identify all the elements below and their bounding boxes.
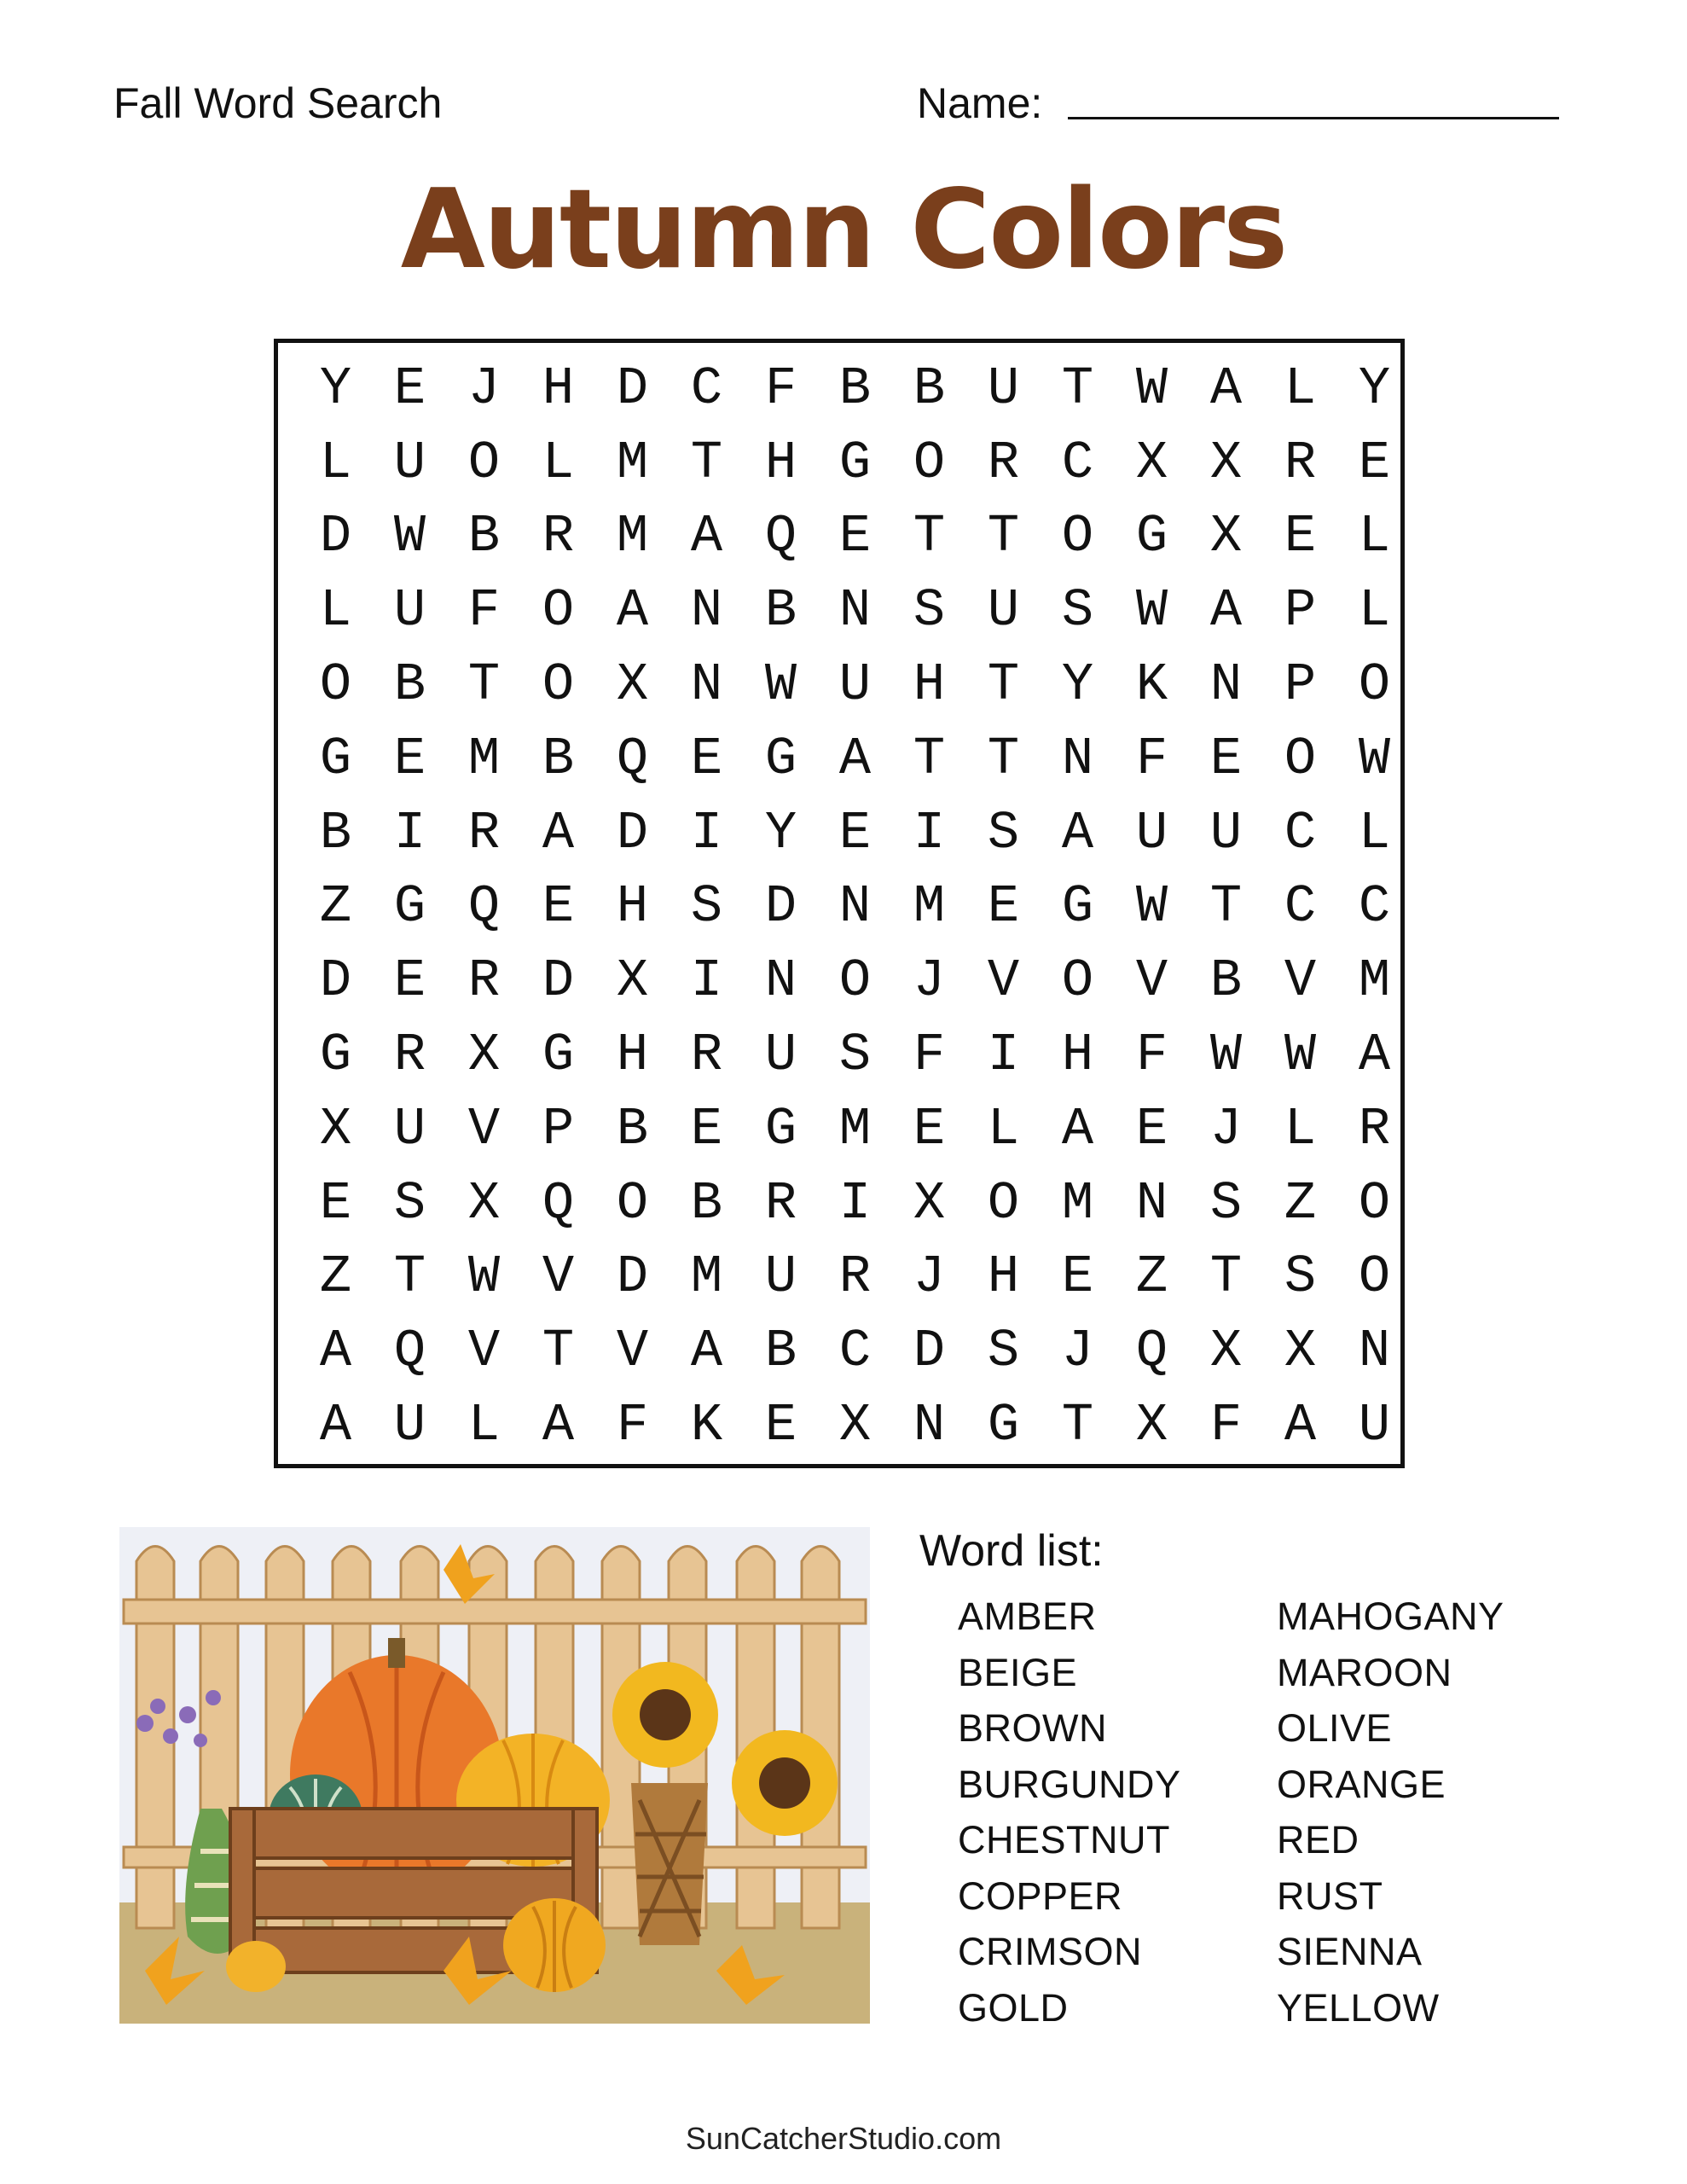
grid-letter[interactable]: C	[1284, 802, 1317, 863]
grid-letter[interactable]: G	[393, 876, 426, 938]
grid-letter[interactable]: E	[690, 1098, 723, 1159]
grid-letter[interactable]: G	[764, 1098, 797, 1159]
word-list-item: COPPER	[958, 1873, 1123, 1918]
worksheet-subtitle: Fall Word Search	[113, 79, 443, 127]
grid-letter[interactable]: A	[542, 1395, 575, 1456]
grid-letter[interactable]: X	[838, 1395, 872, 1456]
grid-letter[interactable]: F	[1135, 1025, 1168, 1086]
grid-letter[interactable]: A	[616, 580, 649, 642]
footer-credit: SunCatcherStudio.com	[685, 2121, 1002, 2156]
grid-letter[interactable]: M	[1061, 1172, 1094, 1234]
word-list-item: RED	[1277, 1818, 1359, 1862]
grid-letter[interactable]: J	[1061, 1321, 1094, 1382]
grid-letter[interactable]: V	[542, 1246, 575, 1308]
grid-letter[interactable]: C	[1284, 876, 1317, 938]
grid-letter[interactable]: Q	[393, 1321, 426, 1382]
grid-letter[interactable]: S	[1061, 580, 1094, 642]
grid-letter[interactable]: T	[987, 728, 1020, 789]
grid-letter[interactable]: A	[542, 802, 575, 863]
grid-letter[interactable]: L	[987, 1098, 1020, 1159]
grid-letter[interactable]: G	[319, 1025, 352, 1086]
grid-letter[interactable]: W	[1135, 580, 1168, 642]
grid-letter[interactable]: L	[1358, 580, 1391, 642]
grid-letter[interactable]: A	[1358, 1025, 1391, 1086]
grid-letter[interactable]: D	[616, 1246, 649, 1308]
grid-letter[interactable]: Y	[764, 802, 797, 863]
word-list-item: ORANGE	[1277, 1762, 1446, 1806]
grid-letter[interactable]: T	[1061, 357, 1094, 419]
grid-letter[interactable]: A	[690, 506, 723, 567]
grid-letter[interactable]: R	[764, 1172, 797, 1234]
grid-letter[interactable]: A	[319, 1395, 352, 1456]
grid-letter[interactable]: O	[987, 1172, 1020, 1234]
grid-letter[interactable]: S	[987, 802, 1020, 863]
grid-letter[interactable]: M	[616, 432, 649, 493]
grid-letter[interactable]: E	[393, 357, 426, 419]
grid-letter[interactable]: A	[1061, 802, 1094, 863]
word-list-title: Word list:	[919, 1526, 1104, 1576]
grid-letter[interactable]: G	[838, 432, 872, 493]
grid-letter[interactable]: I	[838, 1172, 872, 1234]
grid-letter[interactable]: E	[764, 1395, 797, 1456]
grid-letter[interactable]: T	[913, 506, 946, 567]
grid-letter[interactable]: A	[1284, 1395, 1317, 1456]
name-field-line[interactable]	[1068, 117, 1559, 119]
grid-letter[interactable]: J	[467, 357, 501, 419]
grid-letter[interactable]: D	[319, 506, 352, 567]
grid-letter[interactable]: X	[1284, 1321, 1317, 1382]
grid-letter[interactable]: X	[1209, 506, 1243, 567]
grid-letter[interactable]: U	[764, 1025, 797, 1086]
word-list-item: MAHOGANY	[1277, 1594, 1504, 1638]
grid-letter[interactable]: E	[690, 728, 723, 789]
grid-letter[interactable]: O	[542, 580, 575, 642]
grid-letter[interactable]: W	[1135, 876, 1168, 938]
grid-letter[interactable]: G	[764, 728, 797, 789]
grid-letter[interactable]: R	[1358, 1098, 1391, 1159]
grid-letter[interactable]: X	[616, 654, 649, 716]
grid-letter[interactable]: B	[319, 802, 352, 863]
grid-letter[interactable]: T	[913, 728, 946, 789]
grid-letter[interactable]: B	[542, 728, 575, 789]
grid-letter[interactable]: C	[690, 357, 723, 419]
grid-letter[interactable]: U	[393, 1098, 426, 1159]
grid-letter[interactable]: R	[838, 1246, 872, 1308]
grid-letter[interactable]: Z	[1284, 1172, 1317, 1234]
grid-letter[interactable]: U	[1209, 802, 1243, 863]
grid-letter[interactable]: X	[319, 1098, 352, 1159]
grid-letter[interactable]: T	[987, 506, 1020, 567]
grid-letter[interactable]: B	[690, 1172, 723, 1234]
grid-letter[interactable]: L	[319, 432, 352, 493]
grid-letter[interactable]: X	[1135, 432, 1168, 493]
grid-letter[interactable]: X	[913, 1172, 946, 1234]
grid-letter[interactable]: N	[913, 1395, 946, 1456]
grid-letter[interactable]: Q	[616, 728, 649, 789]
grid-letter[interactable]: U	[393, 432, 426, 493]
grid-letter[interactable]: G	[319, 728, 352, 789]
grid-letter[interactable]: A	[838, 728, 872, 789]
grid-letter[interactable]: U	[393, 580, 426, 642]
grid-letter[interactable]: L	[1284, 357, 1317, 419]
grid-letter[interactable]: D	[616, 802, 649, 863]
grid-letter[interactable]: E	[319, 1172, 352, 1234]
grid-letter[interactable]: B	[913, 357, 946, 419]
grid-letter[interactable]: S	[1209, 1172, 1243, 1234]
grid-letter[interactable]: V	[1284, 950, 1317, 1012]
grid-letter[interactable]: X	[1209, 432, 1243, 493]
grid-letter[interactable]: Z	[319, 876, 352, 938]
grid-letter[interactable]: R	[467, 950, 501, 1012]
grid-letter[interactable]: T	[1209, 876, 1243, 938]
grid-letter[interactable]: Z	[319, 1246, 352, 1308]
grid-letter[interactable]: Q	[764, 506, 797, 567]
grid-letter[interactable]: W	[1209, 1025, 1243, 1086]
grid-letter[interactable]: O	[616, 1172, 649, 1234]
grid-letter[interactable]: Q	[1135, 1321, 1168, 1382]
grid-letter[interactable]: K	[690, 1395, 723, 1456]
grid-letter[interactable]: E	[1061, 1246, 1094, 1308]
page-title: Autumn Colors	[400, 166, 1287, 293]
grid-letter[interactable]: E	[393, 728, 426, 789]
grid-letter[interactable]: V	[467, 1321, 501, 1382]
grid-letter[interactable]: U	[393, 1395, 426, 1456]
word-list-item: CHESTNUT	[958, 1818, 1170, 1862]
grid-letter[interactable]: T	[987, 654, 1020, 716]
grid-letter[interactable]: V	[616, 1321, 649, 1382]
grid-letter[interactable]: O	[319, 654, 352, 716]
grid-letter[interactable]: F	[616, 1395, 649, 1456]
grid-letter[interactable]: G	[1135, 506, 1168, 567]
word-list-item: OLIVE	[1277, 1706, 1393, 1750]
grid-letter[interactable]: C	[1358, 876, 1391, 938]
grid-letter[interactable]: O	[1061, 506, 1094, 567]
grid-letter[interactable]: P	[1284, 654, 1317, 716]
word-list-column-1	[958, 1589, 1181, 2036]
grid-letter[interactable]: N	[1358, 1321, 1391, 1382]
grid-letter[interactable]: N	[690, 654, 723, 716]
word-list-item: MAROON	[1277, 1650, 1452, 1694]
grid-letter[interactable]: R	[393, 1025, 426, 1086]
word-list-item: CRIMSON	[958, 1930, 1142, 1973]
grid-letter[interactable]: E	[838, 802, 872, 863]
grid-letter[interactable]: N	[690, 580, 723, 642]
grid-letter[interactable]: S	[987, 1321, 1020, 1382]
grid-letter[interactable]: I	[690, 802, 723, 863]
grid-letter[interactable]: X	[467, 1172, 501, 1234]
name-label: Name:	[917, 79, 1043, 127]
grid-letter[interactable]: O	[1284, 728, 1317, 789]
grid-letter[interactable]: T	[1061, 1395, 1094, 1456]
word-list-item: YELLOW	[1277, 1985, 1440, 2030]
grid-letter[interactable]: F	[913, 1025, 946, 1086]
grid-letter[interactable]: X	[467, 1025, 501, 1086]
grid-letter[interactable]: W	[1135, 357, 1168, 419]
grid-letter[interactable]: L	[319, 580, 352, 642]
grid-letter[interactable]: Y	[1061, 654, 1094, 716]
grid-letter[interactable]: H	[1061, 1025, 1094, 1086]
grid-letter[interactable]: D	[616, 357, 649, 419]
grid-letter[interactable]: J	[913, 1246, 946, 1308]
grid-letter[interactable]: O	[467, 432, 501, 493]
word-list-item: RUST	[1277, 1873, 1383, 1918]
grid-letter[interactable]: N	[1209, 654, 1243, 716]
grid-letter[interactable]: G	[542, 1025, 575, 1086]
grid-letter[interactable]: O	[1358, 654, 1391, 716]
grid-letter[interactable]: S	[393, 1172, 426, 1234]
grid-letter[interactable]: H	[542, 357, 575, 419]
puzzle-grid	[299, 351, 1412, 1462]
grid-letter[interactable]: S	[913, 580, 946, 642]
grid-letter[interactable]: D	[913, 1321, 946, 1382]
grid-letter[interactable]: T	[1209, 1246, 1243, 1308]
grid-letter[interactable]: O	[1358, 1172, 1391, 1234]
word-list-item: BURGUNDY	[958, 1762, 1181, 1806]
word-list-item: GOLD	[958, 1985, 1069, 2030]
grid-letter[interactable]: T	[393, 1246, 426, 1308]
grid-letter[interactable]: P	[1284, 580, 1317, 642]
grid-letter[interactable]: Z	[1135, 1246, 1168, 1308]
grid-letter[interactable]: B	[393, 654, 426, 716]
grid-letter[interactable]: R	[542, 506, 575, 567]
grid-letter[interactable]: V	[467, 1098, 501, 1159]
grid-letter[interactable]: N	[764, 950, 797, 1012]
grid-letter[interactable]: J	[913, 950, 946, 1012]
grid-letter[interactable]: W	[764, 654, 797, 716]
grid-letter[interactable]: M	[690, 1246, 723, 1308]
grid-letter[interactable]: T	[467, 654, 501, 716]
grid-letter[interactable]: U	[1358, 1395, 1391, 1456]
grid-letter[interactable]: M	[913, 876, 946, 938]
grid-letter[interactable]: F	[467, 580, 501, 642]
grid-letter[interactable]: W	[1284, 1025, 1317, 1086]
grid-letter[interactable]: E	[1284, 506, 1317, 567]
grid-letter[interactable]: A	[1061, 1098, 1094, 1159]
grid-letter[interactable]: V	[987, 950, 1020, 1012]
grid-letter[interactable]: R	[690, 1025, 723, 1086]
grid-letter[interactable]: G	[1061, 876, 1094, 938]
grid-letter[interactable]: H	[913, 654, 946, 716]
grid-letter[interactable]: A	[690, 1321, 723, 1382]
grid-letter[interactable]: Q	[467, 876, 501, 938]
word-list-item: SIENNA	[1277, 1930, 1423, 1973]
grid-letter[interactable]: F	[1135, 728, 1168, 789]
grid-letter[interactable]: E	[1135, 1098, 1168, 1159]
grid-letter[interactable]: U	[1135, 802, 1168, 863]
grid-letter[interactable]: K	[1135, 654, 1168, 716]
grid-letter[interactable]: Q	[542, 1172, 575, 1234]
grid-letter[interactable]: I	[393, 802, 426, 863]
grid-letter[interactable]: W	[393, 506, 426, 567]
grid-letter[interactable]: O	[1358, 1246, 1391, 1308]
grid-letter[interactable]: R	[467, 802, 501, 863]
grid-letter[interactable]: E	[987, 876, 1020, 938]
grid-letter[interactable]: N	[838, 876, 872, 938]
grid-letter[interactable]: Y	[1358, 357, 1391, 419]
grid-letter[interactable]: B	[764, 1321, 797, 1382]
word-list-column-2	[1277, 1589, 1504, 2036]
grid-letter[interactable]: L	[542, 432, 575, 493]
grid-letter[interactable]: O	[542, 654, 575, 716]
grid-letter[interactable]: B	[467, 506, 501, 567]
grid-letter[interactable]: W	[467, 1246, 501, 1308]
grid-letter[interactable]: X	[616, 950, 649, 1012]
grid-letter[interactable]: H	[616, 1025, 649, 1086]
grid-letter[interactable]: L	[1358, 506, 1391, 567]
grid-letter[interactable]: V	[1135, 950, 1168, 1012]
grid-letter[interactable]: C	[838, 1321, 872, 1382]
grid-letter[interactable]: M	[838, 1098, 872, 1159]
grid-letter[interactable]: U	[987, 357, 1020, 419]
grid-letter[interactable]: S	[838, 1025, 872, 1086]
grid-letter[interactable]: T	[690, 432, 723, 493]
grid-letter[interactable]: O	[1061, 950, 1094, 1012]
grid-letter[interactable]: A	[1209, 580, 1243, 642]
grid-letter[interactable]: X	[1135, 1395, 1168, 1456]
grid-letter[interactable]: X	[1209, 1321, 1243, 1382]
grid-letter[interactable]: O	[913, 432, 946, 493]
grid-letter[interactable]: S	[1284, 1246, 1317, 1308]
grid-letter[interactable]: S	[690, 876, 723, 938]
grid-letter[interactable]: M	[616, 506, 649, 567]
grid-letter[interactable]: E	[542, 876, 575, 938]
grid-letter[interactable]: L	[467, 1395, 501, 1456]
grid-letter[interactable]: A	[1209, 357, 1243, 419]
grid-letter[interactable]: E	[913, 1098, 946, 1159]
grid-letter[interactable]: M	[1358, 950, 1391, 1012]
grid-letter[interactable]: Y	[319, 357, 352, 419]
word-list-item: BROWN	[958, 1706, 1107, 1750]
grid-letter[interactable]: P	[542, 1098, 575, 1159]
autumn-harvest-illustration	[119, 1527, 870, 2024]
grid-letter[interactable]: N	[1135, 1172, 1168, 1234]
grid-letter[interactable]: R	[1284, 432, 1317, 493]
grid-letter[interactable]: I	[690, 950, 723, 1012]
grid-letter[interactable]: R	[987, 432, 1020, 493]
grid-letter[interactable]: B	[616, 1098, 649, 1159]
grid-letter[interactable]: D	[542, 950, 575, 1012]
grid-letter[interactable]: O	[838, 950, 872, 1012]
grid-letter[interactable]: D	[319, 950, 352, 1012]
grid-letter[interactable]: I	[987, 1025, 1020, 1086]
grid-letter[interactable]: C	[1061, 432, 1094, 493]
grid-letter[interactable]: H	[616, 876, 649, 938]
grid-letter[interactable]: F	[1209, 1395, 1243, 1456]
grid-letter[interactable]: T	[542, 1321, 575, 1382]
grid-letter[interactable]: E	[393, 950, 426, 1012]
grid-letter[interactable]: B	[838, 357, 872, 419]
grid-letter[interactable]: B	[1209, 950, 1243, 1012]
grid-letter[interactable]: U	[838, 654, 872, 716]
grid-letter[interactable]: E	[1209, 728, 1243, 789]
word-list-item: BEIGE	[958, 1650, 1078, 1694]
grid-letter[interactable]: E	[1358, 432, 1391, 493]
grid-letter[interactable]: N	[838, 580, 872, 642]
grid-letter[interactable]: H	[764, 432, 797, 493]
grid-letter[interactable]: L	[1358, 802, 1391, 863]
grid-letter[interactable]: L	[1284, 1098, 1317, 1159]
grid-letter[interactable]: D	[764, 876, 797, 938]
grid-letter[interactable]: F	[764, 357, 797, 419]
grid-letter[interactable]: U	[987, 580, 1020, 642]
grid-letter[interactable]: G	[987, 1395, 1020, 1456]
grid-letter[interactable]: H	[987, 1246, 1020, 1308]
grid-letter[interactable]: W	[1358, 728, 1391, 789]
grid-letter[interactable]: J	[1209, 1098, 1243, 1159]
grid-letter[interactable]: B	[764, 580, 797, 642]
grid-letter[interactable]: M	[467, 728, 501, 789]
grid-letter[interactable]: U	[764, 1246, 797, 1308]
grid-letter[interactable]: E	[838, 506, 872, 567]
grid-letter[interactable]: A	[319, 1321, 352, 1382]
word-list-item: AMBER	[958, 1594, 1097, 1638]
grid-letter[interactable]: N	[1061, 728, 1094, 789]
grid-letter[interactable]: I	[913, 802, 946, 863]
